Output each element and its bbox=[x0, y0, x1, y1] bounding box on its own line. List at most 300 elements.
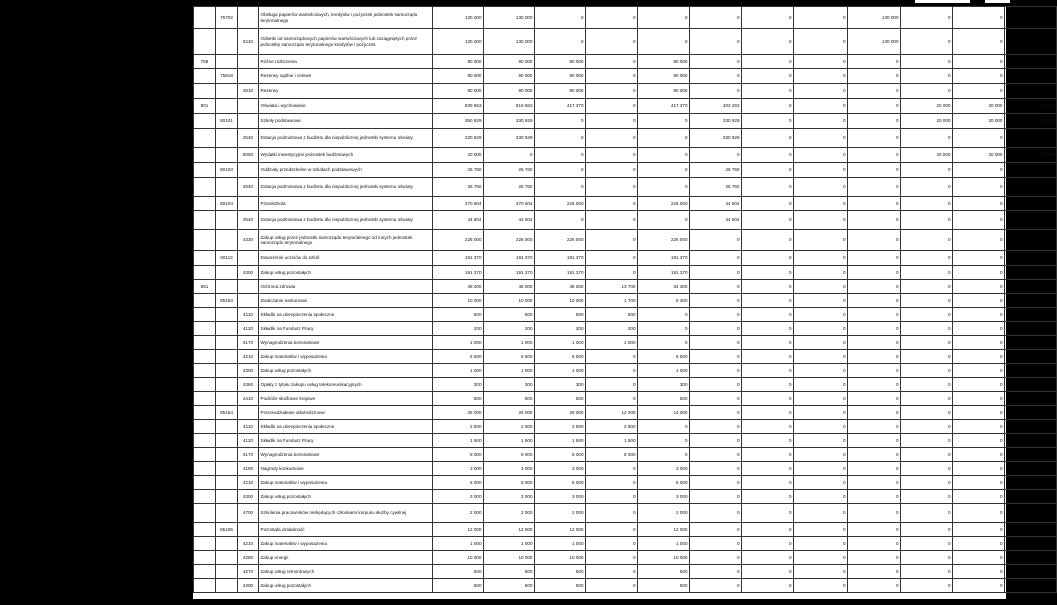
cell-amount: 0 bbox=[901, 490, 953, 504]
cell-amount: 1 000 bbox=[535, 364, 586, 378]
cell-description: Wynagrodzenia bezosobowe bbox=[259, 336, 433, 350]
cell-amount: 0 bbox=[742, 448, 794, 462]
cell-amount: 20 000 bbox=[1005, 148, 1057, 163]
cell-amount: 0 bbox=[1005, 551, 1057, 565]
cell-amount: 20 000 bbox=[953, 148, 1005, 163]
cell-amount: 6 000 bbox=[535, 476, 586, 490]
cell-amount: 0 bbox=[848, 490, 901, 504]
cell-description: Zakup materiałów i wyposażenia bbox=[259, 537, 433, 551]
cell-dzial bbox=[194, 420, 216, 434]
table-row bbox=[194, 551, 1057, 565]
cell-amount: 0 bbox=[1005, 336, 1057, 350]
cell-dzial bbox=[194, 406, 216, 420]
table-row bbox=[194, 84, 1057, 99]
cell-description: Różne rozliczenia bbox=[259, 55, 433, 69]
cell-amount: 0 bbox=[586, 462, 638, 476]
cell-dzial bbox=[194, 163, 216, 178]
cell-amount: 0 bbox=[953, 364, 1005, 378]
cell-amount: 44 604 bbox=[433, 211, 484, 230]
cell-description: Zakup usług pozostałych bbox=[259, 266, 433, 280]
cell-description: Zakup energii bbox=[259, 551, 433, 565]
cell-amount: 0 bbox=[848, 69, 901, 84]
cell-amount: 12 000 bbox=[484, 523, 535, 537]
cell-amount: 0 bbox=[1005, 251, 1057, 266]
cell-amount: 200 bbox=[586, 322, 638, 336]
cell-amount: 1 700 bbox=[586, 294, 638, 308]
cell-amount: 3 000 bbox=[638, 490, 690, 504]
cell-amount: 500 bbox=[484, 308, 535, 322]
cell-amount: 12 000 bbox=[586, 406, 638, 420]
table-row bbox=[194, 350, 1057, 364]
table-row bbox=[194, 336, 1057, 350]
cell-amount: 8 000 bbox=[484, 448, 535, 462]
table-row bbox=[194, 579, 1057, 593]
cell-amount: 0 bbox=[638, 211, 690, 230]
cell-amount: 2 000 bbox=[638, 504, 690, 523]
cell-rozdzial bbox=[216, 308, 238, 322]
cell-amount: 0 bbox=[742, 434, 794, 448]
cell-amount: 0 bbox=[1005, 434, 1057, 448]
cell-amount: 0 bbox=[953, 490, 1005, 504]
cell-amount: 130 000 bbox=[433, 29, 484, 55]
cell-paragraf bbox=[238, 294, 259, 308]
table-row bbox=[194, 69, 1057, 84]
cell-amount: 10 000 bbox=[484, 551, 535, 565]
cell-description: Zakup usług pozostałych bbox=[259, 579, 433, 593]
cell-description: Zakup materiałów i wyposażenia bbox=[259, 350, 433, 364]
cell-dzial bbox=[194, 523, 216, 537]
cell-dzial bbox=[194, 490, 216, 504]
cell-amount: 0 bbox=[848, 551, 901, 565]
cell-paragraf: 4210 bbox=[238, 350, 259, 364]
cell-amount: 0 bbox=[953, 230, 1005, 251]
table-row bbox=[194, 490, 1057, 504]
cell-amount: 0 bbox=[690, 406, 742, 420]
cell-amount: 0 bbox=[586, 504, 638, 523]
cell-paragraf: 4170 bbox=[238, 448, 259, 462]
cell-amount: 1 500 bbox=[586, 434, 638, 448]
table-row bbox=[194, 504, 1057, 523]
cell-amount: 191 370 bbox=[638, 266, 690, 280]
cell-rozdzial bbox=[216, 579, 238, 593]
cell-amount: 0 bbox=[690, 448, 742, 462]
cell-dzial bbox=[194, 551, 216, 565]
cell-amount: 0 bbox=[953, 336, 1005, 350]
cell-amount: 0 bbox=[690, 551, 742, 565]
cell-amount: 1 000 bbox=[484, 537, 535, 551]
cell-amount: 0 bbox=[742, 537, 794, 551]
table-row bbox=[194, 294, 1057, 308]
cell-amount: 0 bbox=[586, 99, 638, 114]
cell-amount: 0 bbox=[953, 197, 1005, 211]
cell-amount: 0 bbox=[848, 537, 901, 551]
cell-amount: 0 bbox=[586, 230, 638, 251]
cell-amount: 1 000 bbox=[484, 336, 535, 350]
cell-amount: 1 500 bbox=[433, 434, 484, 448]
cell-dzial bbox=[194, 114, 216, 129]
cell-amount: 0 bbox=[901, 211, 953, 230]
cell-amount: 0 bbox=[690, 148, 742, 163]
cell-amount: 0 bbox=[794, 178, 848, 197]
cell-dzial bbox=[194, 434, 216, 448]
table-row bbox=[194, 114, 1057, 129]
cell-amount: 0 bbox=[953, 163, 1005, 178]
cell-amount: 0 bbox=[586, 523, 638, 537]
cell-amount: 0 bbox=[742, 490, 794, 504]
cell-amount: 226 000 bbox=[535, 197, 586, 211]
cell-amount: 0 bbox=[901, 565, 953, 579]
cell-paragraf: 6050 bbox=[238, 148, 259, 163]
cell-amount: 0 bbox=[638, 7, 690, 29]
cell-amount: 90 000 bbox=[535, 55, 586, 69]
cell-amount: 0 bbox=[848, 350, 901, 364]
table-row bbox=[194, 129, 1057, 148]
cell-amount: 0 bbox=[794, 364, 848, 378]
cell-rozdzial bbox=[216, 504, 238, 523]
budget-expenditure-table bbox=[193, 6, 1057, 593]
cell-amount: 0 bbox=[586, 163, 638, 178]
cell-amount: 0 bbox=[953, 420, 1005, 434]
cell-amount: 0 bbox=[690, 537, 742, 551]
cell-amount: 330 929 bbox=[690, 129, 742, 148]
cell-amount: 0 bbox=[953, 406, 1005, 420]
cell-amount: 90 000 bbox=[638, 84, 690, 99]
cell-amount: 0 bbox=[690, 69, 742, 84]
cell-amount: 0 bbox=[1005, 294, 1057, 308]
cell-paragraf: 2540 bbox=[238, 211, 259, 230]
cell-amount: 0 bbox=[794, 462, 848, 476]
cell-amount: 0 bbox=[742, 280, 794, 294]
cell-amount: 6 500 bbox=[433, 350, 484, 364]
cell-amount: 20 000 bbox=[953, 114, 1005, 129]
cell-amount: 0 bbox=[953, 7, 1005, 29]
cell-amount: 0 bbox=[1005, 230, 1057, 251]
cell-amount: 0 bbox=[848, 364, 901, 378]
cell-amount: 90 000 bbox=[433, 84, 484, 99]
cell-description: Opłaty z tytułu zakupu usług telekomunikacyjnych bbox=[259, 378, 433, 392]
cell-amount: 0 bbox=[901, 336, 953, 350]
cell-amount: 0 bbox=[901, 29, 953, 55]
cell-amount: 417 370 bbox=[638, 99, 690, 114]
cell-amount: 0 bbox=[953, 462, 1005, 476]
cell-description: Przeciwdziałanie alkoholizmowi bbox=[259, 406, 433, 420]
cell-amount: 0 bbox=[690, 251, 742, 266]
cell-amount: 417 370 bbox=[535, 99, 586, 114]
cell-amount: 0 bbox=[1005, 448, 1057, 462]
table-row bbox=[194, 211, 1057, 230]
cell-amount: 2 000 bbox=[484, 504, 535, 523]
cell-amount: 0 bbox=[901, 420, 953, 434]
table-row bbox=[194, 251, 1057, 266]
cell-amount: 0 bbox=[586, 7, 638, 29]
cell-amount: 500 bbox=[535, 579, 586, 593]
cell-amount: 90 000 bbox=[535, 69, 586, 84]
cell-amount: 0 bbox=[1005, 504, 1057, 523]
cell-amount: 130 000 bbox=[484, 29, 535, 55]
cell-rozdzial bbox=[216, 537, 238, 551]
cell-amount: 0 bbox=[794, 476, 848, 490]
cell-dzial bbox=[194, 537, 216, 551]
cell-amount: 0 bbox=[901, 364, 953, 378]
table-row bbox=[194, 197, 1057, 211]
cell-dzial bbox=[194, 294, 216, 308]
cell-paragraf: 4190 bbox=[238, 462, 259, 476]
cell-rozdzial bbox=[216, 434, 238, 448]
cell-amount: 0 bbox=[848, 434, 901, 448]
cell-rozdzial bbox=[216, 551, 238, 565]
top-edge-strip-right bbox=[985, 0, 1010, 3]
cell-description: Ochrona zdrowia bbox=[259, 280, 433, 294]
cell-amount: 0 bbox=[953, 294, 1005, 308]
cell-amount: 1 000 bbox=[433, 336, 484, 350]
cell-amount: 0 bbox=[901, 55, 953, 69]
cell-amount: 0 bbox=[586, 378, 638, 392]
cell-amount: 0 bbox=[794, 99, 848, 114]
cell-amount: 0 bbox=[638, 448, 690, 462]
table-row bbox=[194, 420, 1057, 434]
cell-amount: 0 bbox=[586, 476, 638, 490]
cell-rozdzial: 80103 bbox=[216, 163, 238, 178]
cell-amount: 0 bbox=[586, 266, 638, 280]
cell-rozdzial: 85153 bbox=[216, 294, 238, 308]
table-row bbox=[194, 565, 1057, 579]
cell-rozdzial bbox=[216, 448, 238, 462]
cell-rozdzial bbox=[216, 230, 238, 251]
cell-description: Zwalczanie narkomanii bbox=[259, 294, 433, 308]
cell-amount: 0 bbox=[953, 504, 1005, 523]
cell-paragraf bbox=[238, 69, 259, 84]
cell-paragraf: 2540 bbox=[238, 178, 259, 197]
cell-amount: 0 bbox=[901, 84, 953, 99]
cell-dzial bbox=[194, 462, 216, 476]
cell-rozdzial bbox=[216, 392, 238, 406]
cell-amount: 20 000 bbox=[433, 148, 484, 163]
cell-amount: 0 bbox=[638, 178, 690, 197]
cell-paragraf: 4300 bbox=[238, 266, 259, 280]
cell-amount: 0 bbox=[794, 84, 848, 99]
table-row bbox=[194, 406, 1057, 420]
cell-amount: 8 000 bbox=[586, 448, 638, 462]
cell-dzial bbox=[194, 129, 216, 148]
cell-amount: 191 370 bbox=[535, 266, 586, 280]
cell-amount: 130 000 bbox=[433, 7, 484, 29]
cell-amount: 6 000 bbox=[484, 476, 535, 490]
cell-amount: 0 bbox=[690, 364, 742, 378]
cell-amount: 0 bbox=[953, 579, 1005, 593]
cell-amount: 0 bbox=[848, 448, 901, 462]
cell-amount: 6 000 bbox=[638, 476, 690, 490]
cell-amount: 0 bbox=[901, 322, 953, 336]
cell-amount: 0 bbox=[953, 69, 1005, 84]
cell-amount: 0 bbox=[1005, 350, 1057, 364]
cell-amount: 0 bbox=[535, 29, 586, 55]
cell-amount: 500 bbox=[433, 308, 484, 322]
cell-amount: 0 bbox=[638, 336, 690, 350]
cell-amount: 90 000 bbox=[638, 55, 690, 69]
cell-dzial bbox=[194, 364, 216, 378]
cell-amount: 44 604 bbox=[484, 211, 535, 230]
cell-amount: 0 bbox=[953, 178, 1005, 197]
cell-amount: 300 bbox=[484, 378, 535, 392]
cell-amount: 0 bbox=[742, 308, 794, 322]
table-row bbox=[194, 280, 1057, 294]
cell-amount: 0 bbox=[690, 378, 742, 392]
cell-amount: 300 bbox=[535, 378, 586, 392]
cell-amount: 0 bbox=[848, 114, 901, 129]
table-row bbox=[194, 99, 1057, 114]
cell-amount: 0 bbox=[953, 29, 1005, 55]
cell-paragraf: 4410 bbox=[238, 392, 259, 406]
cell-amount: 0 bbox=[586, 392, 638, 406]
table-row bbox=[194, 537, 1057, 551]
cell-amount: 500 bbox=[535, 565, 586, 579]
cell-rozdzial bbox=[216, 350, 238, 364]
cell-amount: 0 bbox=[953, 378, 1005, 392]
cell-amount: 0 bbox=[1005, 392, 1057, 406]
cell-amount: 0 bbox=[1005, 490, 1057, 504]
cell-description: Dotacja podmiotowa z budżetu dla niepublicznej jednostki systemu oświaty bbox=[259, 211, 433, 230]
cell-amount: 1 000 bbox=[433, 364, 484, 378]
cell-amount: 130 000 bbox=[848, 29, 901, 55]
cell-amount: 0 bbox=[848, 148, 901, 163]
cell-amount: 26 760 bbox=[690, 163, 742, 178]
cell-amount: 191 370 bbox=[484, 266, 535, 280]
cell-dzial bbox=[194, 308, 216, 322]
cell-dzial bbox=[194, 148, 216, 163]
cell-amount: 0 bbox=[690, 504, 742, 523]
cell-amount: 0 bbox=[638, 434, 690, 448]
cell-amount: 0 bbox=[586, 364, 638, 378]
cell-dzial bbox=[194, 266, 216, 280]
cell-amount: 12 000 bbox=[535, 523, 586, 537]
cell-amount: 0 bbox=[848, 406, 901, 420]
cell-dzial bbox=[194, 565, 216, 579]
cell-amount: 0 bbox=[953, 280, 1005, 294]
cell-dzial bbox=[194, 84, 216, 99]
cell-description: Podróże służbowe krajowe bbox=[259, 392, 433, 406]
cell-amount: 0 bbox=[690, 490, 742, 504]
cell-amount: 0 bbox=[638, 148, 690, 163]
cell-rozdzial bbox=[216, 211, 238, 230]
cell-amount: 0 bbox=[742, 336, 794, 350]
cell-amount: 0 bbox=[742, 211, 794, 230]
cell-paragraf: 4110 bbox=[238, 420, 259, 434]
cell-amount: 0 bbox=[586, 490, 638, 504]
cell-paragraf bbox=[238, 7, 259, 29]
cell-amount: 1 000 bbox=[638, 537, 690, 551]
cell-amount: 0 bbox=[848, 266, 901, 280]
cell-amount: 0 bbox=[794, 308, 848, 322]
cell-dzial bbox=[194, 7, 216, 29]
cell-paragraf bbox=[238, 197, 259, 211]
cell-amount: 0 bbox=[848, 504, 901, 523]
cell-description: Dotacja podmiotowa z budżetu dla niepublicznej jednostki systemu oświaty bbox=[259, 178, 433, 197]
cell-rozdzial bbox=[216, 336, 238, 350]
cell-amount: 1 000 bbox=[433, 537, 484, 551]
cell-amount: 402 293 bbox=[690, 99, 742, 114]
cell-amount: 0 bbox=[1005, 69, 1057, 84]
table-row bbox=[194, 266, 1057, 280]
cell-amount: 90 000 bbox=[484, 84, 535, 99]
cell-paragraf: 4700 bbox=[238, 504, 259, 523]
cell-description: Składki na ubezpieczenia społeczne bbox=[259, 308, 433, 322]
cell-amount: 3 000 bbox=[433, 490, 484, 504]
cell-amount: 12 000 bbox=[433, 523, 484, 537]
cell-amount: 0 bbox=[742, 129, 794, 148]
cell-description: Wydatki inwestycyjne jednostek budżetowych bbox=[259, 148, 433, 163]
cell-amount: 0 bbox=[794, 55, 848, 69]
table-row bbox=[194, 476, 1057, 490]
table-row bbox=[194, 462, 1057, 476]
cell-amount: 0 bbox=[794, 434, 848, 448]
cell-amount: 90 000 bbox=[484, 55, 535, 69]
cell-paragraf bbox=[238, 55, 259, 69]
cell-amount: 0 bbox=[535, 129, 586, 148]
cell-amount: 26 760 bbox=[484, 163, 535, 178]
cell-amount: 0 bbox=[638, 308, 690, 322]
cell-amount: 0 bbox=[901, 504, 953, 523]
cell-amount: 0 bbox=[742, 163, 794, 178]
cell-amount: 0 bbox=[690, 280, 742, 294]
cell-amount: 0 bbox=[742, 579, 794, 593]
cell-amount: 0 bbox=[586, 29, 638, 55]
cell-amount: 191 370 bbox=[433, 251, 484, 266]
cell-amount: 0 bbox=[901, 129, 953, 148]
cell-dzial bbox=[194, 448, 216, 462]
cell-amount: 26 000 bbox=[433, 406, 484, 420]
cell-amount: 1 000 bbox=[484, 364, 535, 378]
cell-amount: 1 500 bbox=[484, 434, 535, 448]
cell-amount: 0 bbox=[742, 197, 794, 211]
cell-amount: 0 bbox=[901, 537, 953, 551]
cell-amount: 26 760 bbox=[433, 163, 484, 178]
cell-rozdzial bbox=[216, 420, 238, 434]
cell-amount: 6 000 bbox=[433, 476, 484, 490]
cell-amount: 0 bbox=[901, 462, 953, 476]
cell-amount: 34 300 bbox=[638, 280, 690, 294]
cell-amount: 0 bbox=[901, 280, 953, 294]
cell-amount: 330 929 bbox=[484, 129, 535, 148]
cell-amount: 0 bbox=[794, 406, 848, 420]
cell-amount: 0 bbox=[901, 350, 953, 364]
cell-amount: 3 000 bbox=[484, 462, 535, 476]
cell-description: Składki na ubezpieczenia społeczne bbox=[259, 420, 433, 434]
cell-amount: 200 bbox=[535, 322, 586, 336]
table-row bbox=[194, 29, 1057, 55]
cell-amount: 350 929 bbox=[433, 114, 484, 129]
cell-amount: 0 bbox=[1005, 29, 1057, 55]
cell-amount: 0 bbox=[1005, 178, 1057, 197]
cell-amount: 10 000 bbox=[535, 551, 586, 565]
cell-amount: 0 bbox=[953, 266, 1005, 280]
cell-amount: 48 000 bbox=[484, 280, 535, 294]
cell-amount: 0 bbox=[742, 55, 794, 69]
cell-amount: 1 000 bbox=[638, 364, 690, 378]
cell-amount: 2 000 bbox=[535, 504, 586, 523]
cell-amount: 0 bbox=[953, 55, 1005, 69]
cell-amount: 0 bbox=[1005, 308, 1057, 322]
cell-amount: 0 bbox=[586, 565, 638, 579]
cell-amount: 0 bbox=[901, 378, 953, 392]
cell-amount: 0 bbox=[848, 129, 901, 148]
cell-description: Dotacja podmiotowa z budżetu dla niepublicznej jednostki systemu oświaty bbox=[259, 129, 433, 148]
cell-amount: 0 bbox=[742, 99, 794, 114]
cell-amount: 226 000 bbox=[433, 230, 484, 251]
cell-amount: 90 000 bbox=[433, 55, 484, 69]
cell-amount: 0 bbox=[1005, 537, 1057, 551]
cell-amount: 330 929 bbox=[433, 129, 484, 148]
cell-amount: 200 bbox=[433, 322, 484, 336]
